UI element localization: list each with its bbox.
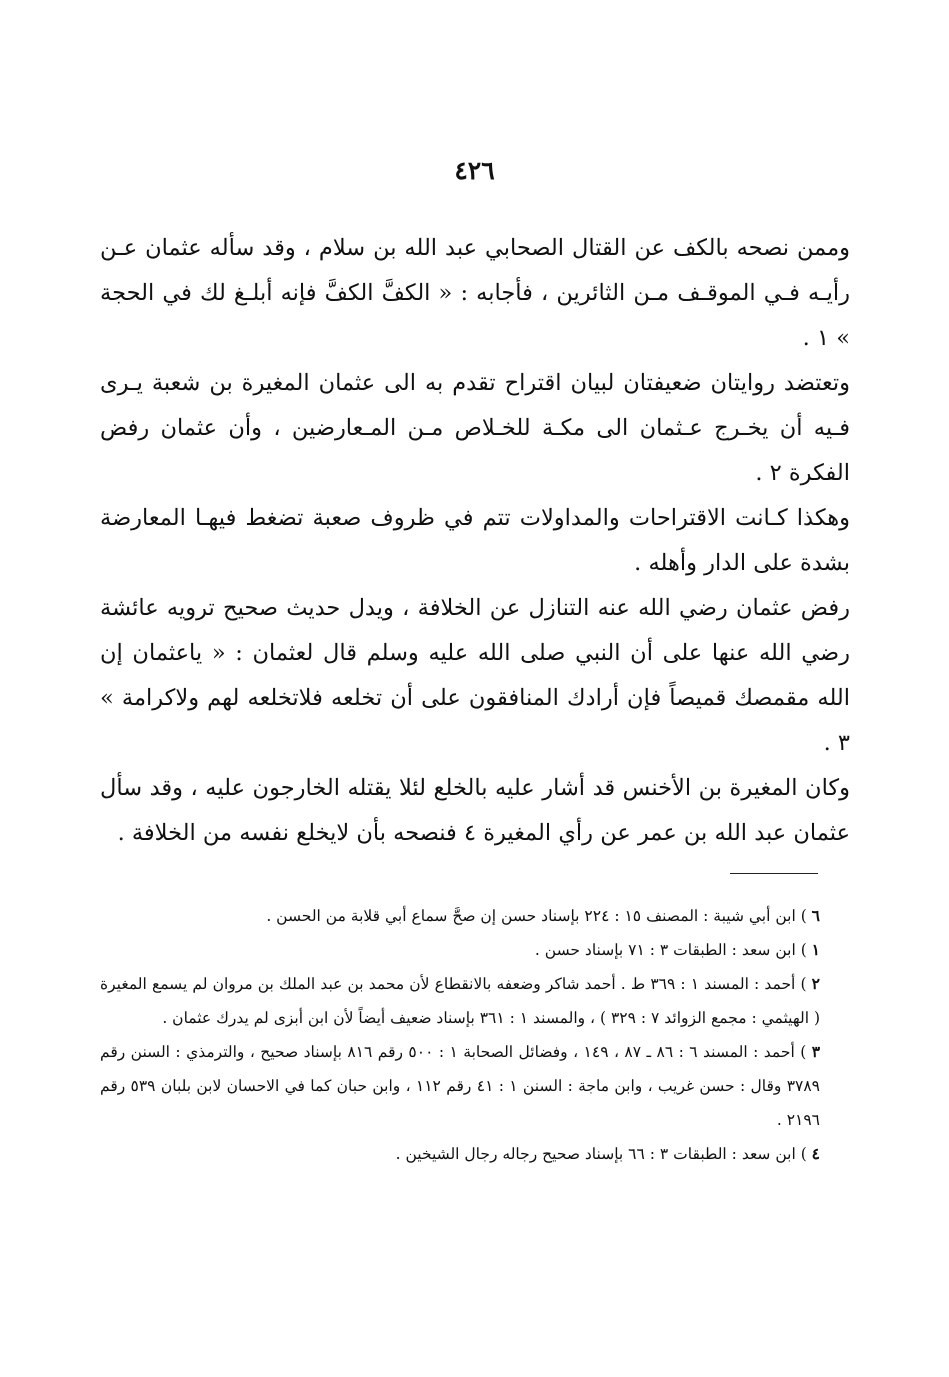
footnote-number: ٢ bbox=[811, 974, 820, 993]
footnote-text: ابن أبي شيبة : المصنف ١٥ : ٢٢٤ بإسناد حسن إن صحَّ سماع أبي قلابة من الحسن . bbox=[266, 907, 796, 925]
main-text bbox=[100, 226, 850, 856]
footnote: ٦ ) ابن أبي شيبة : المصنف ١٥ : ٢٢٤ بإسناد حسن إن صحَّ سماع أبي قلابة من الحسن . bbox=[266, 906, 820, 925]
footnote-number: ٣ bbox=[811, 1042, 821, 1061]
paragraph: رفض عثمان رضي الله عنه التنازل عن الخلافة ، ويدل حديث صحيح ترويه عائشة رضي الله عنها على أن النبي صلى الله عليه وسلم قال لعثمان : « ياعثمان إن الله مقمصك قميصاً فإن أرادك المنافقون على أن تخلعه فلاتخلعه لهم ولاكرامة » ٣ . bbox=[100, 595, 850, 756]
footnote-text: أحمد : المسند ٦ : ٨٦ ـ ٨٧ ، ١٤٩ ، وفضائل الصحابة ١ : ٥٠٠ رقم ٨١٦ بإسناد صحيح ، والترمذي : السنن رقم ٣٧٨٩ وقال : حسن غريب ، وابن ماجة : السنن ١ : ٤١ رقم ١١٢ ، وابن حبان كما في الاحسان لابن بلبان ٥٣٩ رقم ٢١٩٦ . bbox=[100, 1043, 820, 1129]
footnote: ٤ ) ابن سعد : الطبقات ٣ : ٦٦ بإسناد صحيح رجاله رجال الشيخين . bbox=[395, 1144, 820, 1163]
paragraph: وهكذا كـانت الاقتراحات والمداولات تتم في ظروف صعبة تضغط فيهـا المعارضة بشدة على الدار وأهله . bbox=[100, 505, 850, 576]
footnote-number: ١ bbox=[811, 940, 820, 959]
footnote-divider bbox=[730, 873, 818, 874]
footnote-text: ابن سعد : الطبقات ٣ : ٧١ بإسناد حسن . bbox=[534, 941, 796, 959]
page-number: ٤٢٦ bbox=[454, 156, 495, 185]
paragraph: وكان المغيرة بن الأخنس قد أشار عليه بالخلع لئلا يقتله الخارجون عليه ، وقد سأل عثمان عبد الله بن عمر عن رأي المغيرة ٤ فنصحه بأن لايخلع نفسه من الخلافة . bbox=[100, 775, 850, 846]
footnote-number: ٤ bbox=[811, 1144, 820, 1163]
footnote: ٢ ) أحمد : المسند ١ : ٣٦٩ ط . أحمد شاكر وضعفه بالانقطاع لأن محمد بن عبد الملك بن مروان لم يسمع المغيرة ( الهيثمي : مجمع الزوائد ٧ : ٣٢٩ ) ، والمسند ١ : ٣٦١ بإسناد ضعيف أيضاً لأن ابن أبزى لم يدرك عثمان . bbox=[100, 974, 820, 1027]
footnote: ١ ) ابن سعد : الطبقات ٣ : ٧١ بإسناد حسن . bbox=[534, 940, 820, 959]
footnote-number: ٦ bbox=[811, 906, 820, 925]
paragraph: وممن نصحه بالكف عن القتال الصحابي عبد الله بن سلام ، وقد سأله عثمان عـن رأيـه فـي الموقـف مـن الثائرين ، فأجابه : « الكفَّ الكفَّ فإنه أبلـغ لك في الحجة » ١ . bbox=[100, 235, 850, 351]
footnotes bbox=[100, 899, 820, 1171]
footnote-text: أحمد : المسند ١ : ٣٦٩ ط . أحمد شاكر وضعفه بالانقطاع لأن محمد بن عبد الملك بن مروان لم يسمع المغيرة ( الهيثمي : مجمع الزوائد ٧ : ٣٢٩ ) ، والمسند ١ : ٣٦١ بإسناد ضعيف أيضاً لأن ابن أبزى لم يدرك عثمان . bbox=[100, 975, 820, 1027]
paragraph: وتعتضد روايتان ضعيفتان لبيان اقتراح تقدم به الى عثمان المغيرة بن شعبة يـرى فـيه أن يخـرج عـثمان الى مكـة للخـلاص مـن المـعارضين ، وأن عثمان رفض الفكرة ٢ . bbox=[100, 370, 850, 486]
footnote-text: ابن سعد : الطبقات ٣ : ٦٦ بإسناد صحيح رجاله رجال الشيخين . bbox=[395, 1145, 796, 1163]
footnote: ٣ ) أحمد : المسند ٦ : ٨٦ ـ ٨٧ ، ١٤٩ ، وفضائل الصحابة ١ : ٥٠٠ رقم ٨١٦ بإسناد صحيح ، والترمذي : السنن رقم ٣٧٨٩ وقال : حسن غريب ، وابن ماجة : السنن ١ : ٤١ رقم ١١٢ ، وابن حبان كما في الاحسان لابن بلبان ٥٣٩ رقم ٢١٩٦ . bbox=[100, 1042, 821, 1129]
